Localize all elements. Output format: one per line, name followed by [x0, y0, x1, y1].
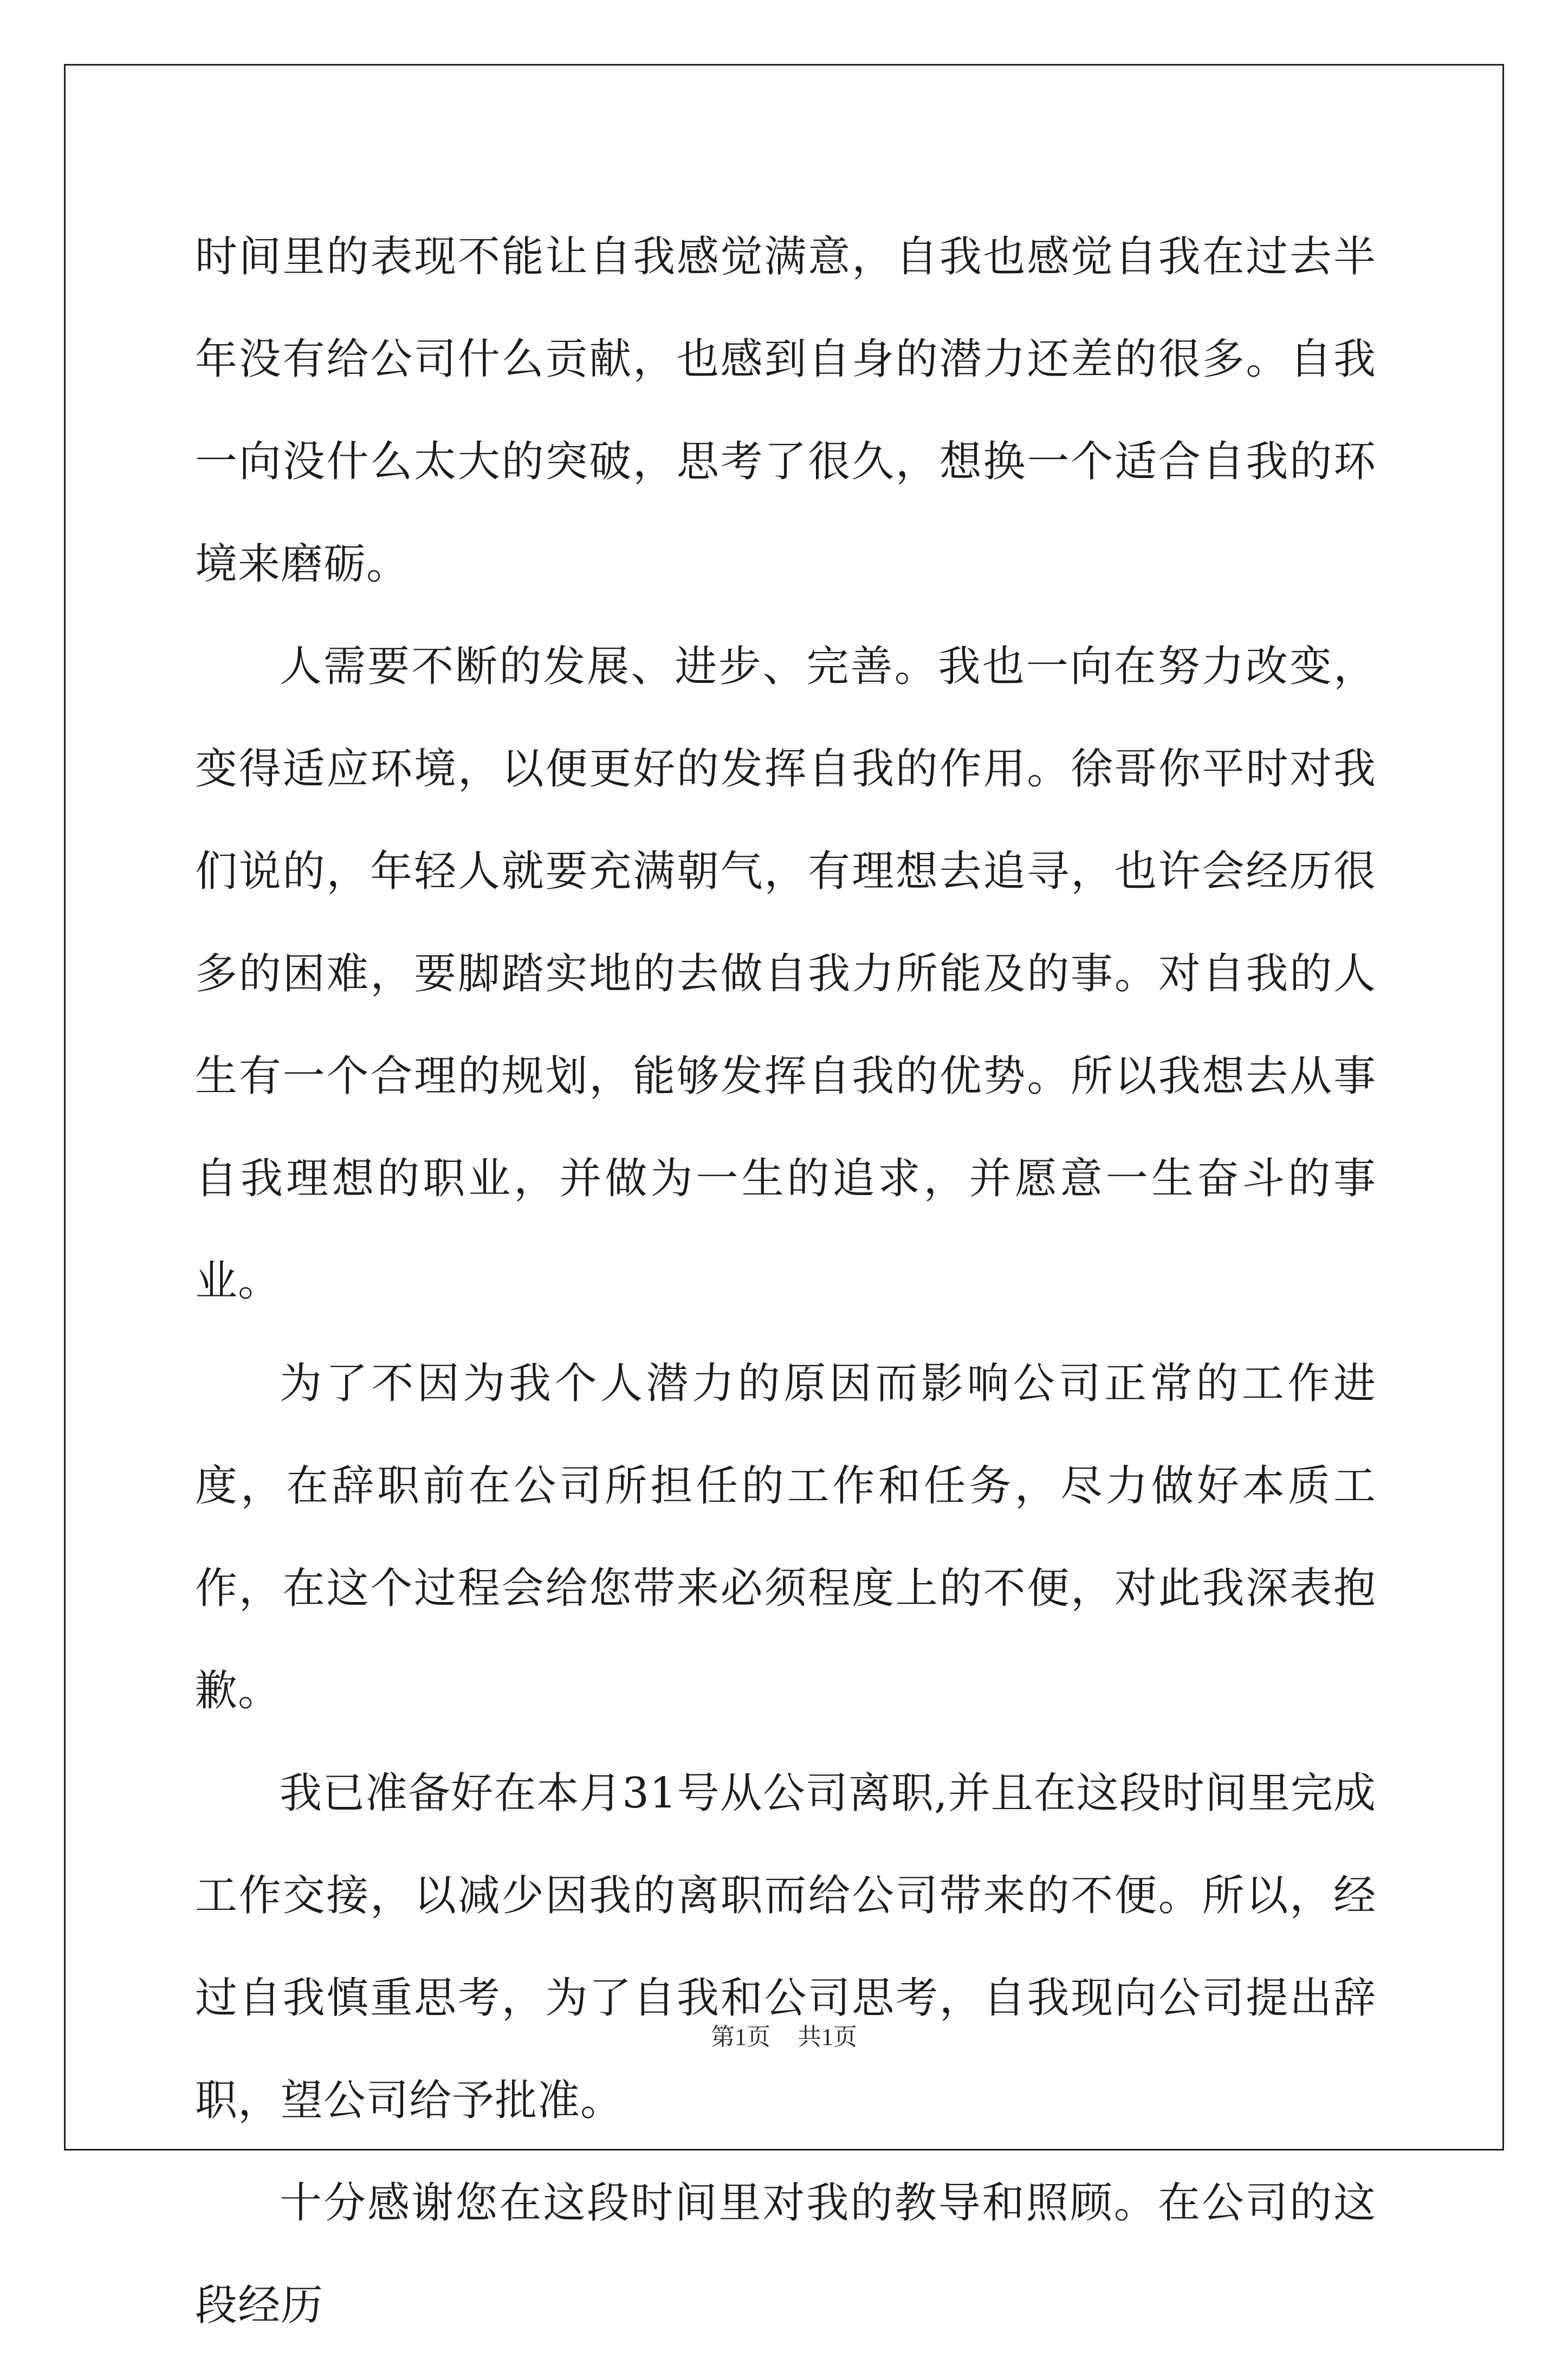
paragraph-2: 人需要不断的发展、进步、完善。我也一向在努力改变，变得适应环境，以便更好的发挥自我的作用。徐哥你平时对我们说的，年轻人就要充满朝气，有理想去追寻，也许会经历很多的困难，要脚踏实地的去做自我力所能及的事。对自我的人生有一个合理的规划，能够发挥自我的优势。所以我想去从事自我理想的职业，并做为一生的追求，并愿意一生奋斗的事业。: [195, 642, 1376, 1306]
paragraph-3: 为了不因为我个人潜力的原因而影响公司正常的工作进度，在辞职前在公司所担任的工作和任务，尽力做好本质工作，在这个过程会给您带来必须程度上的不便，对此我深表抱歉。: [195, 1359, 1376, 1715]
paragraph-1: 时间里的表现不能让自我感觉满意，自我也感觉自我在过去半年没有给公司什么贡献，也感到自身的潜力还差的很多。自我一向没什么太大的突破，思考了很久，想换一个适合自我的环境来磨砺。: [195, 233, 1376, 589]
paragraph-5: 十分感谢您在这段时间里对我的教导和照顾。在公司的这段经历: [195, 2179, 1376, 2330]
page-footer: [0, 2017, 1568, 2052]
page-total: 共1页: [798, 2024, 857, 2050]
paragraph-4: 我已准备好在本月31号从公司离职,并且在这段时间里完成工作交接，以减少因我的离职而给公司带来的不便。所以，经过自我慎重思考，为了自我和公司思考，自我现向公司提出辞职，望公司给予批准。: [195, 1769, 1376, 2125]
page-number: 第1页: [711, 2024, 770, 2050]
